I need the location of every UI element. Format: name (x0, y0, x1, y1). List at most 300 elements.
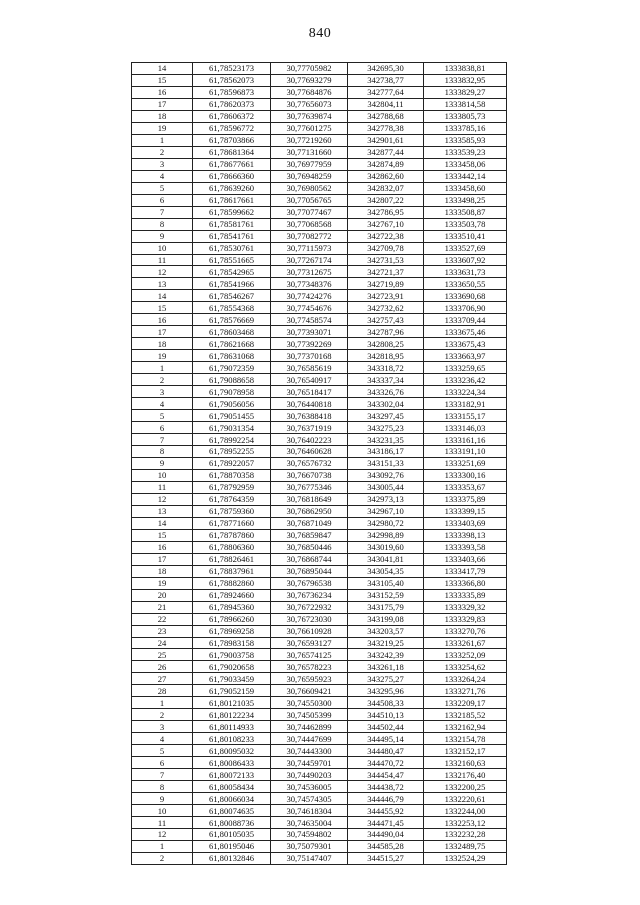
latitude-cell: 61,80086433 (193, 757, 271, 769)
point-number-cell: 14 (132, 63, 193, 75)
y-coordinate-cell: 1332152,17 (424, 745, 507, 757)
point-number-cell: 24 (132, 637, 193, 649)
latitude-cell: 61,78542965 (193, 266, 271, 278)
latitude-cell: 61,78596772 (193, 122, 271, 134)
point-number-cell: 1 (132, 840, 193, 852)
x-coordinate-cell: 342722,38 (348, 230, 424, 242)
point-number-cell: 18 (132, 110, 193, 122)
y-coordinate-cell: 1333675,43 (424, 338, 507, 350)
x-coordinate-cell: 343297,45 (348, 410, 424, 422)
y-coordinate-cell: 1332160,63 (424, 757, 507, 769)
x-coordinate-cell: 342807,22 (348, 194, 424, 206)
latitude-cell: 61,78546267 (193, 290, 271, 302)
x-coordinate-cell: 343054,35 (348, 565, 424, 577)
table-row (132, 302, 507, 314)
table-row (132, 817, 507, 829)
longitude-cell: 30,76518417 (271, 386, 348, 398)
longitude-cell: 30,77424276 (271, 290, 348, 302)
y-coordinate-cell: 1333300,16 (424, 469, 507, 481)
table-row (132, 577, 507, 589)
x-coordinate-cell: 344455,92 (348, 805, 424, 817)
y-coordinate-cell: 1332185,52 (424, 709, 507, 721)
x-coordinate-cell: 342767,10 (348, 218, 424, 230)
x-coordinate-cell: 343041,81 (348, 553, 424, 565)
point-number-cell: 22 (132, 613, 193, 625)
point-number-cell: 5 (132, 182, 193, 194)
table-row (132, 541, 507, 553)
x-coordinate-cell: 343152,59 (348, 589, 424, 601)
point-number-cell: 19 (132, 350, 193, 362)
x-coordinate-cell: 343005,44 (348, 481, 424, 493)
x-coordinate-cell: 342719,89 (348, 278, 424, 290)
latitude-cell: 61,78945360 (193, 601, 271, 613)
latitude-cell: 61,78924660 (193, 589, 271, 601)
point-number-cell: 6 (132, 194, 193, 206)
longitude-cell: 30,77684876 (271, 86, 348, 98)
point-number-cell: 26 (132, 661, 193, 673)
point-number-cell: 2 (132, 146, 193, 158)
x-coordinate-cell: 342980,72 (348, 517, 424, 529)
longitude-cell: 30,75147407 (271, 852, 348, 864)
latitude-cell: 61,78837961 (193, 565, 271, 577)
y-coordinate-cell: 1333353,67 (424, 481, 507, 493)
table-row (132, 386, 507, 398)
point-number-cell: 19 (132, 122, 193, 134)
y-coordinate-cell: 1332200,25 (424, 781, 507, 793)
table-row (132, 852, 507, 864)
y-coordinate-cell: 1333585,93 (424, 134, 507, 146)
point-number-cell: 8 (132, 781, 193, 793)
y-coordinate-cell: 1333375,89 (424, 493, 507, 505)
y-coordinate-cell: 1333690,68 (424, 290, 507, 302)
point-number-cell: 6 (132, 422, 193, 434)
latitude-cell: 61,79033459 (193, 673, 271, 685)
longitude-cell: 30,77082772 (271, 230, 348, 242)
y-coordinate-cell: 1332524,29 (424, 852, 507, 864)
latitude-cell: 61,80058434 (193, 781, 271, 793)
y-coordinate-cell: 1333271,76 (424, 685, 507, 697)
y-coordinate-cell: 1333508,87 (424, 206, 507, 218)
y-coordinate-cell: 1333829,27 (424, 86, 507, 98)
latitude-cell: 61,78603468 (193, 326, 271, 338)
page-number: 840 (308, 26, 332, 41)
point-number-cell: 10 (132, 805, 193, 817)
x-coordinate-cell: 344502,44 (348, 721, 424, 733)
latitude-cell: 61,78666360 (193, 170, 271, 182)
latitude-cell: 61,78771660 (193, 517, 271, 529)
table-row (132, 793, 507, 805)
table-row (132, 398, 507, 410)
table-row (132, 721, 507, 733)
point-number-cell: 11 (132, 254, 193, 266)
point-number-cell: 13 (132, 505, 193, 517)
point-number-cell: 11 (132, 817, 193, 829)
y-coordinate-cell: 1333155,17 (424, 410, 507, 422)
latitude-cell: 61,78882860 (193, 577, 271, 589)
y-coordinate-cell: 1333403,66 (424, 553, 507, 565)
latitude-cell: 61,78966260 (193, 613, 271, 625)
table-row (132, 74, 507, 86)
latitude-cell: 61,78806360 (193, 541, 271, 553)
x-coordinate-cell: 344495,14 (348, 733, 424, 745)
latitude-cell: 61,79003758 (193, 649, 271, 661)
x-coordinate-cell: 342695,30 (348, 63, 424, 75)
table-row (132, 434, 507, 446)
longitude-cell: 30,74536005 (271, 781, 348, 793)
latitude-cell: 61,78617661 (193, 194, 271, 206)
table-row (132, 158, 507, 170)
table-row (132, 290, 507, 302)
x-coordinate-cell: 342787,96 (348, 326, 424, 338)
latitude-cell: 61,79052159 (193, 685, 271, 697)
point-number-cell: 12 (132, 829, 193, 841)
latitude-cell: 61,78541966 (193, 278, 271, 290)
y-coordinate-cell: 1333527,69 (424, 242, 507, 254)
x-coordinate-cell: 342808,25 (348, 338, 424, 350)
latitude-cell: 61,80122234 (193, 709, 271, 721)
y-coordinate-cell: 1333252,09 (424, 649, 507, 661)
y-coordinate-cell: 1332209,17 (424, 697, 507, 709)
point-number-cell: 12 (132, 266, 193, 278)
latitude-cell: 61,78551665 (193, 254, 271, 266)
latitude-cell: 61,78554368 (193, 302, 271, 314)
longitude-cell: 30,77267174 (271, 254, 348, 266)
y-coordinate-cell: 1333832,95 (424, 74, 507, 86)
x-coordinate-cell: 342804,11 (348, 98, 424, 110)
table-row (132, 278, 507, 290)
table-row (132, 649, 507, 661)
x-coordinate-cell: 342874,89 (348, 158, 424, 170)
point-number-cell: 19 (132, 577, 193, 589)
point-number-cell: 3 (132, 721, 193, 733)
x-coordinate-cell: 343275,27 (348, 673, 424, 685)
table-row (132, 709, 507, 721)
longitude-cell: 30,76610928 (271, 625, 348, 637)
longitude-cell: 30,76371919 (271, 422, 348, 434)
x-coordinate-cell: 343199,08 (348, 613, 424, 625)
longitude-cell: 30,74459701 (271, 757, 348, 769)
x-coordinate-cell: 342731,53 (348, 254, 424, 266)
latitude-cell: 61,78620373 (193, 98, 271, 110)
y-coordinate-cell: 1333539,23 (424, 146, 507, 158)
y-coordinate-cell: 1332232,28 (424, 829, 507, 841)
longitude-cell: 30,76850446 (271, 541, 348, 553)
point-number-cell: 13 (132, 278, 193, 290)
x-coordinate-cell: 344515,27 (348, 852, 424, 864)
point-number-cell: 5 (132, 745, 193, 757)
table-row (132, 505, 507, 517)
x-coordinate-cell: 343092,76 (348, 469, 424, 481)
x-coordinate-cell: 344471,45 (348, 817, 424, 829)
point-number-cell: 7 (132, 769, 193, 781)
table-row (132, 170, 507, 182)
point-number-cell: 25 (132, 649, 193, 661)
y-coordinate-cell: 1333270,76 (424, 625, 507, 637)
longitude-cell: 30,76609421 (271, 685, 348, 697)
point-number-cell: 9 (132, 457, 193, 469)
y-coordinate-cell: 1333366,80 (424, 577, 507, 589)
point-number-cell: 20 (132, 589, 193, 601)
y-coordinate-cell: 1333259,65 (424, 362, 507, 374)
point-number-cell: 4 (132, 170, 193, 182)
point-number-cell: 21 (132, 601, 193, 613)
latitude-cell: 61,78764359 (193, 493, 271, 505)
longitude-cell: 30,75079301 (271, 840, 348, 852)
table-row (132, 565, 507, 577)
x-coordinate-cell: 343186,17 (348, 446, 424, 458)
latitude-cell: 61,79031354 (193, 422, 271, 434)
x-coordinate-cell: 343105,40 (348, 577, 424, 589)
longitude-cell: 30,74462899 (271, 721, 348, 733)
longitude-cell: 30,77458574 (271, 314, 348, 326)
latitude-cell: 61,80121035 (193, 697, 271, 709)
point-number-cell: 17 (132, 326, 193, 338)
table-row (132, 829, 507, 841)
x-coordinate-cell: 343326,76 (348, 386, 424, 398)
table-row (132, 601, 507, 613)
x-coordinate-cell: 342877,44 (348, 146, 424, 158)
latitude-cell: 61,78983158 (193, 637, 271, 649)
y-coordinate-cell: 1333814,58 (424, 98, 507, 110)
latitude-cell: 61,80132846 (193, 852, 271, 864)
y-coordinate-cell: 1333254,62 (424, 661, 507, 673)
y-coordinate-cell: 1333224,34 (424, 386, 507, 398)
point-number-cell: 1 (132, 134, 193, 146)
table-row (132, 422, 507, 434)
latitude-cell: 61,80088736 (193, 817, 271, 829)
table-row (132, 98, 507, 110)
longitude-cell: 30,76859847 (271, 529, 348, 541)
x-coordinate-cell: 344510,13 (348, 709, 424, 721)
x-coordinate-cell: 342723,91 (348, 290, 424, 302)
table-row (132, 266, 507, 278)
y-coordinate-cell: 1332220,61 (424, 793, 507, 805)
y-coordinate-cell: 1332253,12 (424, 817, 507, 829)
longitude-cell: 30,76540917 (271, 374, 348, 386)
x-coordinate-cell: 342778,38 (348, 122, 424, 134)
latitude-cell: 61,80066034 (193, 793, 271, 805)
longitude-cell: 30,77312675 (271, 266, 348, 278)
point-number-cell: 3 (132, 386, 193, 398)
table-row (132, 350, 507, 362)
table-row (132, 362, 507, 374)
longitude-cell: 30,76977959 (271, 158, 348, 170)
x-coordinate-cell: 344585,28 (348, 840, 424, 852)
y-coordinate-cell: 1333191,10 (424, 446, 507, 458)
longitude-cell: 30,74594802 (271, 829, 348, 841)
longitude-cell: 30,77705982 (271, 63, 348, 75)
table-row (132, 625, 507, 637)
y-coordinate-cell: 1333442,14 (424, 170, 507, 182)
longitude-cell: 30,74635004 (271, 817, 348, 829)
latitude-cell: 61,78681364 (193, 146, 271, 158)
longitude-cell: 30,77393071 (271, 326, 348, 338)
point-number-cell: 16 (132, 541, 193, 553)
table-row (132, 182, 507, 194)
table-row (132, 493, 507, 505)
y-coordinate-cell: 1333631,73 (424, 266, 507, 278)
longitude-cell: 30,77392269 (271, 338, 348, 350)
y-coordinate-cell: 1333498,25 (424, 194, 507, 206)
point-number-cell: 7 (132, 206, 193, 218)
point-number-cell: 15 (132, 302, 193, 314)
latitude-cell: 61,78870358 (193, 469, 271, 481)
table-row (132, 469, 507, 481)
x-coordinate-cell: 343302,04 (348, 398, 424, 410)
latitude-cell: 61,80095032 (193, 745, 271, 757)
longitude-cell: 30,76723030 (271, 613, 348, 625)
y-coordinate-cell: 1332162,94 (424, 721, 507, 733)
table-row (132, 481, 507, 493)
latitude-cell: 61,78523173 (193, 63, 271, 75)
coordinates-table (131, 62, 507, 865)
point-number-cell: 9 (132, 793, 193, 805)
x-coordinate-cell: 342998,89 (348, 529, 424, 541)
x-coordinate-cell: 342777,64 (348, 86, 424, 98)
longitude-cell: 30,74574305 (271, 793, 348, 805)
point-number-cell: 17 (132, 553, 193, 565)
point-number-cell: 1 (132, 362, 193, 374)
y-coordinate-cell: 1333663,97 (424, 350, 507, 362)
longitude-cell: 30,76595923 (271, 673, 348, 685)
longitude-cell: 30,76980562 (271, 182, 348, 194)
latitude-cell: 61,78621668 (193, 338, 271, 350)
table-row (132, 134, 507, 146)
latitude-cell: 61,78922057 (193, 457, 271, 469)
point-number-cell: 10 (132, 469, 193, 481)
table-row (132, 86, 507, 98)
latitude-cell: 61,78952255 (193, 446, 271, 458)
latitude-cell: 61,79020658 (193, 661, 271, 673)
latitude-cell: 61,78703866 (193, 134, 271, 146)
table-row (132, 110, 507, 122)
table-row (132, 517, 507, 529)
y-coordinate-cell: 1333236,42 (424, 374, 507, 386)
longitude-cell: 30,77068568 (271, 218, 348, 230)
x-coordinate-cell: 344508,33 (348, 697, 424, 709)
x-coordinate-cell: 342709,78 (348, 242, 424, 254)
latitude-cell: 61,78541761 (193, 230, 271, 242)
longitude-cell: 30,74618304 (271, 805, 348, 817)
y-coordinate-cell: 1333650,55 (424, 278, 507, 290)
y-coordinate-cell: 1333503,78 (424, 218, 507, 230)
longitude-cell: 30,76576732 (271, 457, 348, 469)
y-coordinate-cell: 1333182,91 (424, 398, 507, 410)
x-coordinate-cell: 342721,37 (348, 266, 424, 278)
point-number-cell: 8 (132, 446, 193, 458)
x-coordinate-cell: 342862,60 (348, 170, 424, 182)
table-row (132, 840, 507, 852)
y-coordinate-cell: 1333335,89 (424, 589, 507, 601)
latitude-cell: 61,78631068 (193, 350, 271, 362)
latitude-cell: 61,80114933 (193, 721, 271, 733)
longitude-cell: 30,77370168 (271, 350, 348, 362)
coordinates-table-body (132, 63, 507, 865)
table-row (132, 338, 507, 350)
longitude-cell: 30,77056765 (271, 194, 348, 206)
x-coordinate-cell: 342818,95 (348, 350, 424, 362)
x-coordinate-cell: 343151,33 (348, 457, 424, 469)
latitude-cell: 61,78639260 (193, 182, 271, 194)
y-coordinate-cell: 1333709,44 (424, 314, 507, 326)
point-number-cell: 15 (132, 529, 193, 541)
longitude-cell: 30,77693279 (271, 74, 348, 86)
y-coordinate-cell: 1333458,06 (424, 158, 507, 170)
latitude-cell: 61,78596873 (193, 86, 271, 98)
latitude-cell: 61,78606372 (193, 110, 271, 122)
longitude-cell: 30,76440818 (271, 398, 348, 410)
point-number-cell: 2 (132, 709, 193, 721)
longitude-cell: 30,77131660 (271, 146, 348, 158)
longitude-cell: 30,74490203 (271, 769, 348, 781)
y-coordinate-cell: 1333329,83 (424, 613, 507, 625)
latitude-cell: 61,78826461 (193, 553, 271, 565)
longitude-cell: 30,77348376 (271, 278, 348, 290)
table-row (132, 314, 507, 326)
table-row (132, 769, 507, 781)
y-coordinate-cell: 1332176,40 (424, 769, 507, 781)
x-coordinate-cell: 344438,72 (348, 781, 424, 793)
longitude-cell: 30,76722932 (271, 601, 348, 613)
table-row (132, 146, 507, 158)
latitude-cell: 61,78787860 (193, 529, 271, 541)
y-coordinate-cell: 1333393,58 (424, 541, 507, 553)
table-row (132, 218, 507, 230)
table-row (132, 254, 507, 266)
table-row (132, 410, 507, 422)
point-number-cell: 12 (132, 493, 193, 505)
x-coordinate-cell: 344454,47 (348, 769, 424, 781)
latitude-cell: 61,78792959 (193, 481, 271, 493)
x-coordinate-cell: 343175,79 (348, 601, 424, 613)
longitude-cell: 30,76388418 (271, 410, 348, 422)
point-number-cell: 8 (132, 218, 193, 230)
point-number-cell: 11 (132, 481, 193, 493)
x-coordinate-cell: 342901,61 (348, 134, 424, 146)
longitude-cell: 30,76736234 (271, 589, 348, 601)
x-coordinate-cell: 343295,96 (348, 685, 424, 697)
table-row (132, 206, 507, 218)
table-row (132, 805, 507, 817)
y-coordinate-cell: 1333329,32 (424, 601, 507, 613)
longitude-cell: 30,76585619 (271, 362, 348, 374)
x-coordinate-cell: 342786,95 (348, 206, 424, 218)
x-coordinate-cell: 342832,07 (348, 182, 424, 194)
y-coordinate-cell: 1333510,41 (424, 230, 507, 242)
table-row (132, 553, 507, 565)
table-row (132, 685, 507, 697)
y-coordinate-cell: 1332154,78 (424, 733, 507, 745)
x-coordinate-cell: 343337,34 (348, 374, 424, 386)
point-number-cell: 18 (132, 565, 193, 577)
longitude-cell: 30,77219260 (271, 134, 348, 146)
point-number-cell: 5 (132, 410, 193, 422)
x-coordinate-cell: 343019,60 (348, 541, 424, 553)
point-number-cell: 2 (132, 852, 193, 864)
longitude-cell: 30,74447699 (271, 733, 348, 745)
point-number-cell: 28 (132, 685, 193, 697)
point-number-cell: 18 (132, 338, 193, 350)
x-coordinate-cell: 342757,43 (348, 314, 424, 326)
x-coordinate-cell: 343203,57 (348, 625, 424, 637)
table-row (132, 194, 507, 206)
point-number-cell: 14 (132, 290, 193, 302)
latitude-cell: 61,78677661 (193, 158, 271, 170)
table-row (132, 745, 507, 757)
point-number-cell: 14 (132, 517, 193, 529)
x-coordinate-cell: 344480,47 (348, 745, 424, 757)
x-coordinate-cell: 342973,13 (348, 493, 424, 505)
